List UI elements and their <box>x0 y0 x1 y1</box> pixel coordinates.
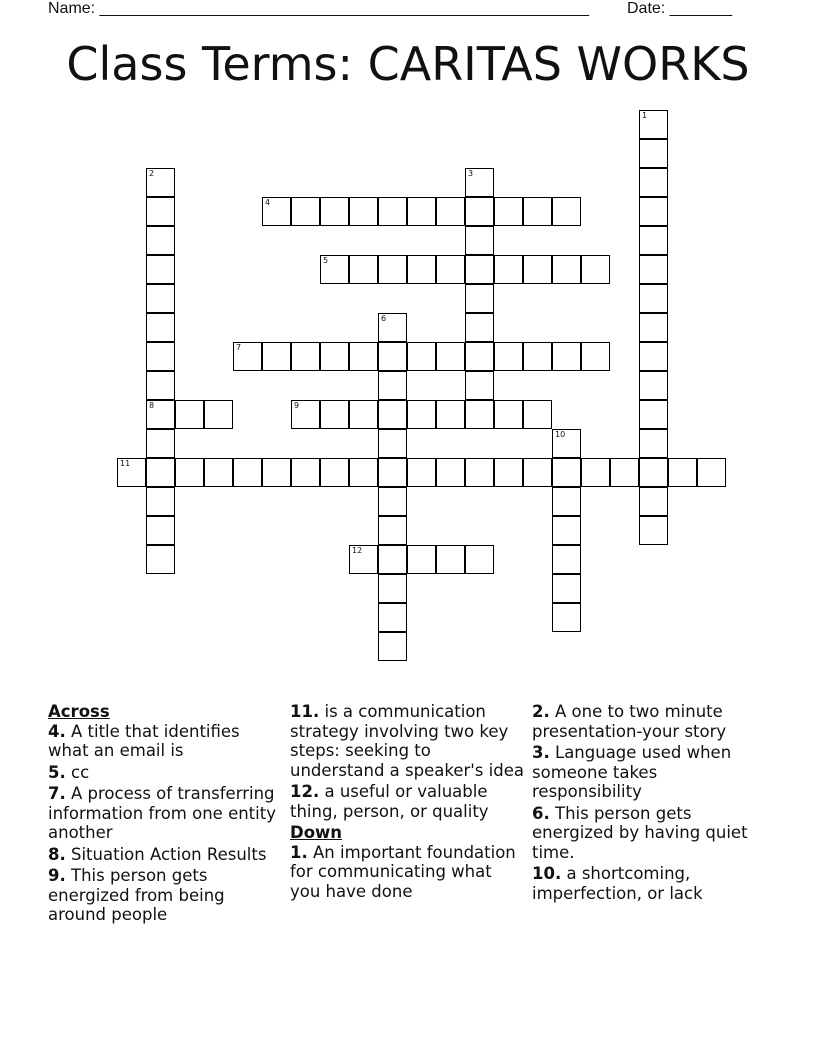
down-heading: Down <box>290 823 343 842</box>
grid-cell[interactable] <box>523 342 552 371</box>
grid-cell[interactable] <box>349 400 378 429</box>
grid-cell[interactable] <box>639 197 668 226</box>
across-clue-8: 8. Situation Action Results <box>48 844 267 864</box>
grid-cell[interactable] <box>146 197 175 226</box>
grid-cell[interactable] <box>146 168 175 197</box>
down-clue-1: 1. An important foundation for communicating what you have done <box>290 842 516 901</box>
grid-cell[interactable] <box>581 255 610 284</box>
grid-cell[interactable] <box>639 516 668 545</box>
grid-cell[interactable] <box>610 458 639 487</box>
grid-cell[interactable] <box>639 168 668 197</box>
grid-cell[interactable] <box>378 255 407 284</box>
grid-cell[interactable] <box>233 458 262 487</box>
grid-cell[interactable] <box>146 313 175 342</box>
grid-cell[interactable] <box>349 545 378 574</box>
across-clue-7: 7. A process of transferring information from one entity another <box>48 784 276 842</box>
down-clue-3: 3. Language used when someone takes responsibility <box>532 743 732 801</box>
across-clue-9: 9. This person gets energized from being around people <box>48 866 225 924</box>
grid-cell[interactable] <box>407 342 436 371</box>
grid-cell[interactable] <box>146 545 175 574</box>
date-field-label: Date: _______ <box>627 0 732 17</box>
grid-cell[interactable] <box>378 400 407 429</box>
grid-cell[interactable] <box>407 197 436 226</box>
down-clue-10: 10. a shortcoming, imperfection, or lack <box>532 864 703 903</box>
grid-cell[interactable] <box>262 458 291 487</box>
grid-cell[interactable] <box>262 197 291 226</box>
grid-cell[interactable] <box>436 342 465 371</box>
grid-cell[interactable] <box>146 458 175 487</box>
grid-cell[interactable] <box>494 197 523 226</box>
clue-number: 10 <box>555 430 566 439</box>
grid-cell[interactable] <box>494 342 523 371</box>
grid-cell[interactable] <box>523 400 552 429</box>
grid-cell[interactable] <box>349 197 378 226</box>
grid-cell[interactable] <box>407 458 436 487</box>
grid-cell[interactable] <box>146 255 175 284</box>
clue-number: 7 <box>236 343 242 352</box>
clue-number: 11 <box>120 459 131 468</box>
clue-number: 8 <box>149 401 155 410</box>
across-heading: Across <box>48 702 110 721</box>
grid-cell[interactable] <box>407 545 436 574</box>
grid-cell[interactable] <box>465 400 494 429</box>
grid-cell[interactable] <box>639 429 668 458</box>
grid-cell[interactable] <box>552 516 581 545</box>
grid-cell[interactable] <box>552 603 581 632</box>
grid-cell[interactable] <box>465 197 494 226</box>
grid-cell[interactable] <box>407 400 436 429</box>
grid-cell[interactable] <box>639 400 668 429</box>
grid-cell[interactable] <box>378 632 407 661</box>
grid-cell[interactable] <box>581 458 610 487</box>
grid-cell[interactable] <box>378 313 407 342</box>
grid-cell[interactable] <box>523 255 552 284</box>
grid-cell[interactable] <box>291 458 320 487</box>
across-clue-11: 11. is a communication strategy involving two key steps: seeking to understand a speaker's idea <box>290 702 524 780</box>
grid-cell[interactable] <box>291 342 320 371</box>
clue-number: 9 <box>294 401 300 410</box>
grid-cell[interactable] <box>204 400 233 429</box>
grid-cell[interactable] <box>378 603 407 632</box>
down-clue-6: 6. This person gets energized by having quiet time. <box>532 803 748 862</box>
grid-cell[interactable] <box>494 458 523 487</box>
grid-cell[interactable] <box>320 400 349 429</box>
grid-cell[interactable] <box>146 284 175 313</box>
grid-cell[interactable] <box>378 429 407 458</box>
grid-cell[interactable] <box>175 458 204 487</box>
grid-cell[interactable] <box>146 342 175 371</box>
grid-cell[interactable] <box>465 168 494 197</box>
grid-cell[interactable] <box>552 545 581 574</box>
grid-cell[interactable] <box>291 400 320 429</box>
grid-cell[interactable] <box>523 458 552 487</box>
down-clue-2: 2. A one to two minute presentation-your story <box>532 702 727 741</box>
clue-number: 6 <box>381 314 387 323</box>
grid-cell[interactable] <box>146 516 175 545</box>
grid-cell[interactable] <box>378 197 407 226</box>
clue-number: 3 <box>468 169 474 178</box>
grid-cell[interactable] <box>465 284 494 313</box>
clue-number: 2 <box>149 169 155 178</box>
grid-cell[interactable] <box>378 516 407 545</box>
grid-cell[interactable] <box>494 400 523 429</box>
grid-cell[interactable] <box>465 313 494 342</box>
grid-cell[interactable] <box>639 458 668 487</box>
clue-number: 12 <box>352 546 363 555</box>
grid-cell[interactable] <box>465 545 494 574</box>
grid-cell[interactable] <box>552 255 581 284</box>
grid-cell[interactable] <box>552 458 581 487</box>
grid-cell[interactable] <box>552 574 581 603</box>
grid-cell[interactable] <box>639 255 668 284</box>
grid-cell[interactable] <box>639 139 668 168</box>
grid-cell[interactable] <box>378 458 407 487</box>
grid-cell[interactable] <box>639 110 668 139</box>
grid-cell[interactable] <box>668 458 697 487</box>
grid-cell[interactable] <box>523 197 552 226</box>
grid-cell[interactable] <box>146 429 175 458</box>
grid-cell[interactable] <box>146 487 175 516</box>
grid-cell[interactable] <box>320 342 349 371</box>
grid-cell[interactable] <box>146 371 175 400</box>
clue-column-3 <box>532 702 772 905</box>
grid-cell[interactable] <box>378 371 407 400</box>
page-title: Class Terms: CARITAS WORKS <box>66 37 750 91</box>
grid-cell[interactable] <box>465 342 494 371</box>
grid-cell[interactable] <box>552 429 581 458</box>
grid-cell[interactable] <box>465 458 494 487</box>
grid-cell[interactable] <box>552 197 581 226</box>
grid-cell[interactable] <box>581 342 610 371</box>
across-clue-12: 12. a useful or valuable thing, person, or quality <box>290 782 489 821</box>
grid-cell[interactable] <box>320 458 349 487</box>
grid-cell[interactable] <box>465 371 494 400</box>
grid-cell[interactable] <box>697 458 726 487</box>
name-field-label: Name: _______________________________________________________ <box>48 0 589 17</box>
grid-cell[interactable] <box>349 255 378 284</box>
grid-cell[interactable] <box>262 342 291 371</box>
clue-number: 5 <box>323 256 329 265</box>
grid-cell[interactable] <box>378 487 407 516</box>
grid-cell[interactable] <box>436 400 465 429</box>
grid-cell[interactable] <box>349 458 378 487</box>
grid-cell[interactable] <box>639 342 668 371</box>
grid-cell[interactable] <box>378 545 407 574</box>
grid-cell[interactable] <box>639 313 668 342</box>
grid-cell[interactable] <box>407 255 436 284</box>
clue-number: 1 <box>642 111 648 120</box>
grid-cell[interactable] <box>349 342 378 371</box>
grid-cell[interactable] <box>320 197 349 226</box>
grid-cell[interactable] <box>175 400 204 429</box>
grid-cell[interactable] <box>465 255 494 284</box>
grid-cell[interactable] <box>552 342 581 371</box>
grid-cell[interactable] <box>146 226 175 255</box>
grid-cell[interactable] <box>436 197 465 226</box>
grid-cell[interactable] <box>436 255 465 284</box>
grid-cell[interactable] <box>233 342 262 371</box>
across-clue-5: 5. cc <box>48 762 90 782</box>
clue-column-1 <box>48 702 276 927</box>
grid-cell[interactable] <box>378 574 407 603</box>
clue-column-2 <box>290 702 526 903</box>
grid-cell[interactable] <box>204 458 233 487</box>
grid-cell[interactable] <box>465 226 494 255</box>
grid-cell[interactable] <box>117 458 146 487</box>
grid-cell[interactable] <box>378 342 407 371</box>
across-clue-4: 4. A title that identifies what an email is <box>48 721 240 760</box>
clue-number: 4 <box>265 198 271 207</box>
grid-cell[interactable] <box>320 255 349 284</box>
grid-cell[interactable] <box>146 400 175 429</box>
grid-cell[interactable] <box>639 487 668 516</box>
grid-cell[interactable] <box>639 371 668 400</box>
grid-cell[interactable] <box>552 487 581 516</box>
grid-cell[interactable] <box>494 255 523 284</box>
grid-cell[interactable] <box>436 545 465 574</box>
grid-cell[interactable] <box>291 197 320 226</box>
grid-cell[interactable] <box>639 284 668 313</box>
grid-cell[interactable] <box>436 458 465 487</box>
grid-cell[interactable] <box>639 226 668 255</box>
